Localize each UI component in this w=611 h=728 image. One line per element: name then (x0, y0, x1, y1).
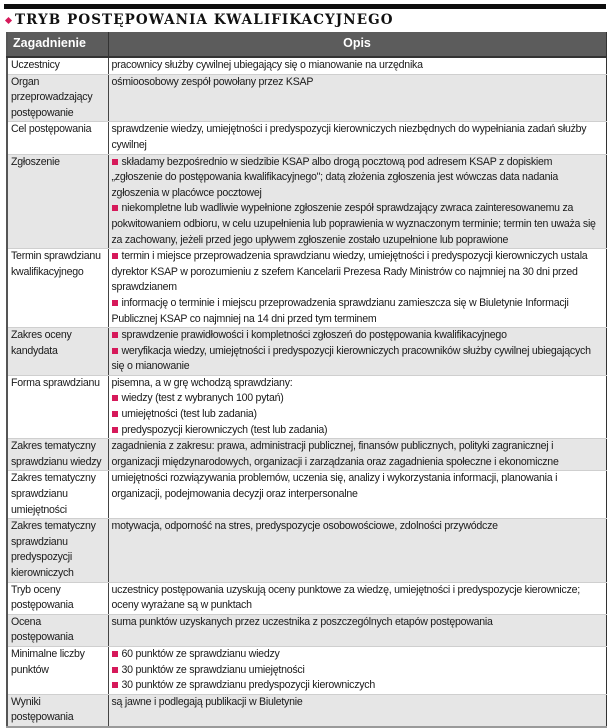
bullet-item: umiejętności (test lub zadania) (112, 407, 602, 423)
row-topic: Zakres tematyczny sprawdzianu umiejętności (7, 471, 108, 519)
top-rule (4, 4, 606, 9)
row-topic: Uczestnicy (7, 57, 108, 74)
row-description (108, 646, 606, 694)
row-topic: Zakres oceny kandydata (7, 328, 108, 376)
qualification-procedure-table (6, 32, 607, 728)
row-description: zagadnienia z zakresu: prawa, administracji publicznej, finansów publicznych, polityki zagranicznej i organizacji międzynarodowych, organizacji i zarządzania oraz zagadnienia społeczne i ekonomiczne (108, 439, 606, 471)
section-title (4, 11, 394, 29)
table-row (7, 694, 606, 727)
table-row (7, 471, 606, 519)
diamond-bullet-icon (5, 16, 12, 23)
row-topic: Cel postępowania (7, 122, 108, 154)
row-topic: Wyniki postępowania (7, 694, 108, 727)
bullet-item: predyspozycji kierowniczych (test lub zadania) (112, 423, 602, 439)
square-bullet-icon (112, 205, 118, 211)
section-title-text: TRYB POSTĘPOWANIA KWALIFIKACYJNEGO (15, 12, 394, 28)
table-row (7, 328, 606, 376)
row-topic: Zakres tematyczny sprawdzianu predyspozycji kierowniczych (7, 519, 108, 582)
row-description: są jawne i podlegają publikacji w Biuletynie (108, 694, 606, 727)
bullet-item: 60 punktów ze sprawdzianu wiedzy (112, 647, 602, 663)
square-bullet-icon (112, 667, 118, 673)
row-topic: Organ przeprowadzający postępowanie (7, 74, 108, 122)
row-topic: Forma sprawdzianu (7, 375, 108, 438)
row-topic: Tryb oceny postępowania (7, 582, 108, 614)
table-row (7, 614, 606, 646)
table-header-row (7, 32, 606, 57)
square-bullet-icon (112, 300, 118, 306)
table-row (7, 582, 606, 614)
row-topic: Zakres tematyczny sprawdzianu wiedzy (7, 439, 108, 471)
table-row (7, 519, 606, 582)
row-description (108, 154, 606, 249)
bullet-item: 30 punktów ze sprawdzianu umiejętności (112, 663, 602, 679)
square-bullet-icon (112, 253, 118, 259)
row-description: pracownicy służby cywilnej ubiegający się o mianowanie na urzędnika (108, 57, 606, 74)
square-bullet-icon (112, 348, 118, 354)
row-description: ośmioosobowy zespół powołany przez KSAP (108, 74, 606, 122)
row-description: sprawdzenie wiedzy, umiejętności i predyspozycji kierowniczych niezbędnych do wypełniania zadań służby cywilnej (108, 122, 606, 154)
square-bullet-icon (112, 651, 118, 657)
bullet-item: niekompletne lub wadliwie wypełnione zgłoszenie zespół sprawdzający zwraca zainteresowanemu za pokwitowaniem odbioru, w celu uzupełnienia lub poprawienia w wyznaczonym terminie; termin ten uważa się za zachowany, jeżeli przed jego upływem zgłoszenie zostało uzupełnione lub poprawione (111, 202, 596, 246)
table-row (7, 57, 606, 74)
square-bullet-icon (112, 411, 118, 417)
row-topic: Ocena postępowania (7, 614, 108, 646)
table-row (7, 74, 606, 122)
square-bullet-icon (112, 332, 118, 338)
row-topic: Minimalne liczby punktów (7, 646, 108, 694)
table-row (7, 249, 606, 328)
bullet-item: informację o terminie i miejscu przeprowadzenia sprawdzianu zamieszcza się w Biuletynie Informacji Publicznej KSAP co najmniej na 14 dni przed tym terminem (111, 296, 569, 325)
column-header-topic: Zagadnienie (7, 32, 108, 57)
row-description: umiejętności rozwiązywania problemów, uczenia się, analizy i wykorzystania informacji, planowania i organizacji, podejmowania decyzji oraz interpersonalne (108, 471, 606, 519)
bullet-item: wiedzy (test z wybranych 100 pytań) (112, 391, 602, 407)
row-topic: Zgłoszenie (7, 154, 108, 249)
square-bullet-icon (112, 682, 118, 688)
row-description (108, 375, 606, 438)
row-description: suma punktów uzyskanych przez uczestnika z poszczególnych etapów postępowania (108, 614, 606, 646)
table-row (7, 154, 606, 249)
square-bullet-icon (112, 159, 118, 165)
row-description (108, 249, 606, 328)
table-row (7, 646, 606, 694)
bullet-item: termin i miejsce przeprowadzenia sprawdzianu wiedzy, umiejętności i predyspozycji kierowniczych ustala dyrektor KSAP w porozumieniu z szefem Kancelarii Prezesa Rady Ministrów co najmniej na 30 dni przed sprawdzianem (111, 250, 588, 294)
table-row (7, 375, 606, 438)
table-row (7, 122, 606, 154)
square-bullet-icon (112, 427, 118, 433)
intro-text: pisemna, a w grę wchodzą sprawdziany: (111, 376, 293, 389)
bullet-item: składamy bezpośrednio w siedzibie KSAP albo drogą pocztową pod adresem KSAP z dopiskiem „zgłoszenie do postępowania kwalifikacyjnego"; datą złożenia zgłoszenia jest wówczas data nadania zgłoszenia w placówce pocztowej (111, 155, 559, 199)
bullet-item: weryfikacja wiedzy, umiejętności i predyspozycji kierowniczych pracowników służby cywilnej ubiegających się o mianowanie (111, 344, 591, 373)
column-header-description: Opis (108, 32, 606, 57)
row-description: uczestnicy postępowania uzyskują oceny punktowe za wiedzę, umiejętności i predyspozycje kierownicze; oceny wyrażane są w punktach (108, 582, 606, 614)
table-row (7, 439, 606, 471)
square-bullet-icon (112, 395, 118, 401)
row-description: motywacja, odporność na stres, predyspozycje osobowościowe, zdolności przywódcze (108, 519, 606, 582)
bullet-item: 30 punktów ze sprawdzianu predyspozycji kierowniczych (112, 678, 602, 694)
row-topic: Termin sprawdzianu kwalifikacyjnego (7, 249, 108, 328)
bullet-item: sprawdzenie prawidłowości i kompletności zgłoszeń do postępowania kwalifikacyjnego (112, 328, 602, 344)
row-description (108, 328, 606, 376)
